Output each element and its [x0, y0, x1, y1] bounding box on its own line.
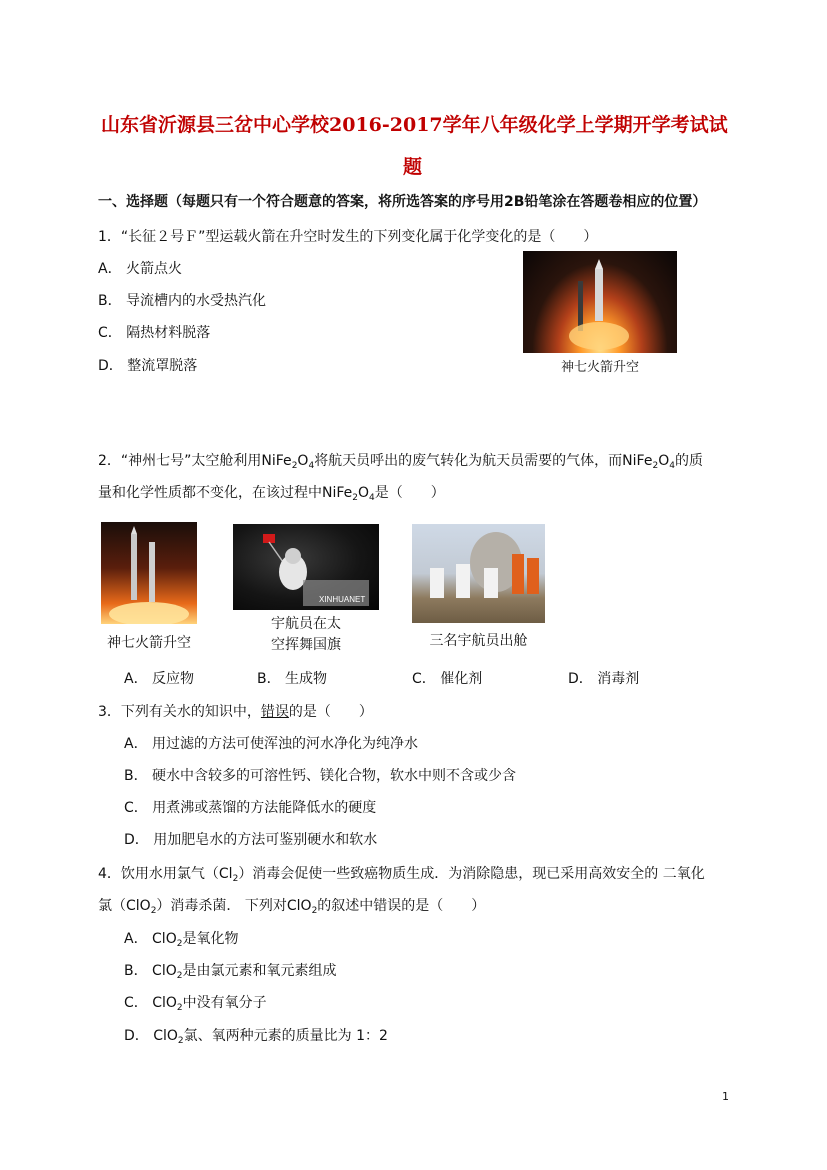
q3-stem: 3．下列有关水的知识中，错误的是（ ）: [98, 704, 373, 720]
q4-stem-line1: 4．饮用水用氯气$(Cl_2)$消毒会促使一些致癌物质生成．为消除隐患，现已采用高效安全的 二氧化: [98, 866, 705, 884]
q3-option-b: B． 硬水中含较多的可溶性钙、镁化合物，软水中则不含或少含: [124, 768, 517, 784]
q2-image1-caption: 神七火箭升空: [107, 635, 191, 651]
section-heading: 一、选择题（每题只有一个符合题意的答案，将所选答案的序号用2B铅笔涂在答题卷相应的位置）: [98, 194, 707, 210]
q2-image3-caption: 三名宇航员出舱: [429, 633, 528, 649]
q1-stem: 1．“长征２号Ｆ”型运载火箭在升空时发生的下列变化属于化学变化的是（ ）: [98, 229, 598, 245]
q2-stem-line2: 量和化学性质都不变化，在该过程中$NiFe_2O_4$是（ ）: [98, 485, 445, 503]
xinhuanet-watermark: XINHUANET: [319, 595, 366, 604]
spacewalk-photo: [233, 524, 379, 610]
q3-option-c: C． 用煮沸或蒸馏的方法能降低水的硬度: [124, 800, 377, 816]
q1-option-b: B． 导流槽内的水受热汽化: [98, 293, 267, 309]
q2-option-a: A． 反应物: [124, 671, 195, 687]
q1-option-a: A． 火箭点火: [98, 261, 183, 277]
q1-option-c: C． 隔热材料脱落: [98, 325, 211, 341]
page-number: 1: [722, 1090, 729, 1103]
q2-image2-caption-line2: 空挥舞国旗: [271, 637, 341, 653]
q4-option-a: A． ClO$_2$是氧化物: [124, 931, 239, 949]
q2-option-d: D． 消毒剂: [568, 671, 640, 687]
q2-image2-caption: [243, 614, 369, 656]
document-title-line1: 山东省沂源县三岔中心学校2016-2017学年八年级化学上学期开学考试试: [101, 114, 728, 136]
q1-image-caption: 神七火箭升空: [560, 360, 639, 375]
q2-option-c: C． 催化剂: [412, 671, 483, 687]
q2-image2-caption-line1: 宇航员在太: [271, 616, 341, 632]
q3-option-a: A． 用过滤的方法可使浑浊的河水净化为纯净水: [124, 736, 419, 752]
astronauts-photo: [412, 524, 545, 623]
q2-stem-line1: 2．“神州七号”太空舱利用$NiFe_2O_4$将航天员呼出的废气转化为航天员需要的气体，而$NiFe_2O_4$的质: [98, 453, 703, 471]
q4-option-d: D． ClO$_2$氯、氧两种元素的质量比为 1：2: [124, 1028, 388, 1046]
q2-option-b: B． 生成物: [257, 671, 328, 687]
rocket-launch-photo-2: [101, 522, 197, 624]
q4-stem-line2: 氯（ClO$_2$）消毒杀菌． 下列对ClO$_2$的叙述中错误的是（ ）: [98, 898, 486, 916]
q1-option-d: D． 整流罩脱落: [98, 358, 198, 374]
q3-option-d: D． 用加肥皂水的方法可鉴别硬水和软水: [124, 832, 378, 848]
q4-option-c: C． ClO$_2$中没有氧分子: [124, 995, 267, 1013]
document-title-line2: 题: [403, 156, 423, 178]
rocket-launch-photo: [523, 251, 677, 353]
q4-option-b: B． ClO$_2$是由氯元素和氧元素组成: [124, 963, 337, 981]
